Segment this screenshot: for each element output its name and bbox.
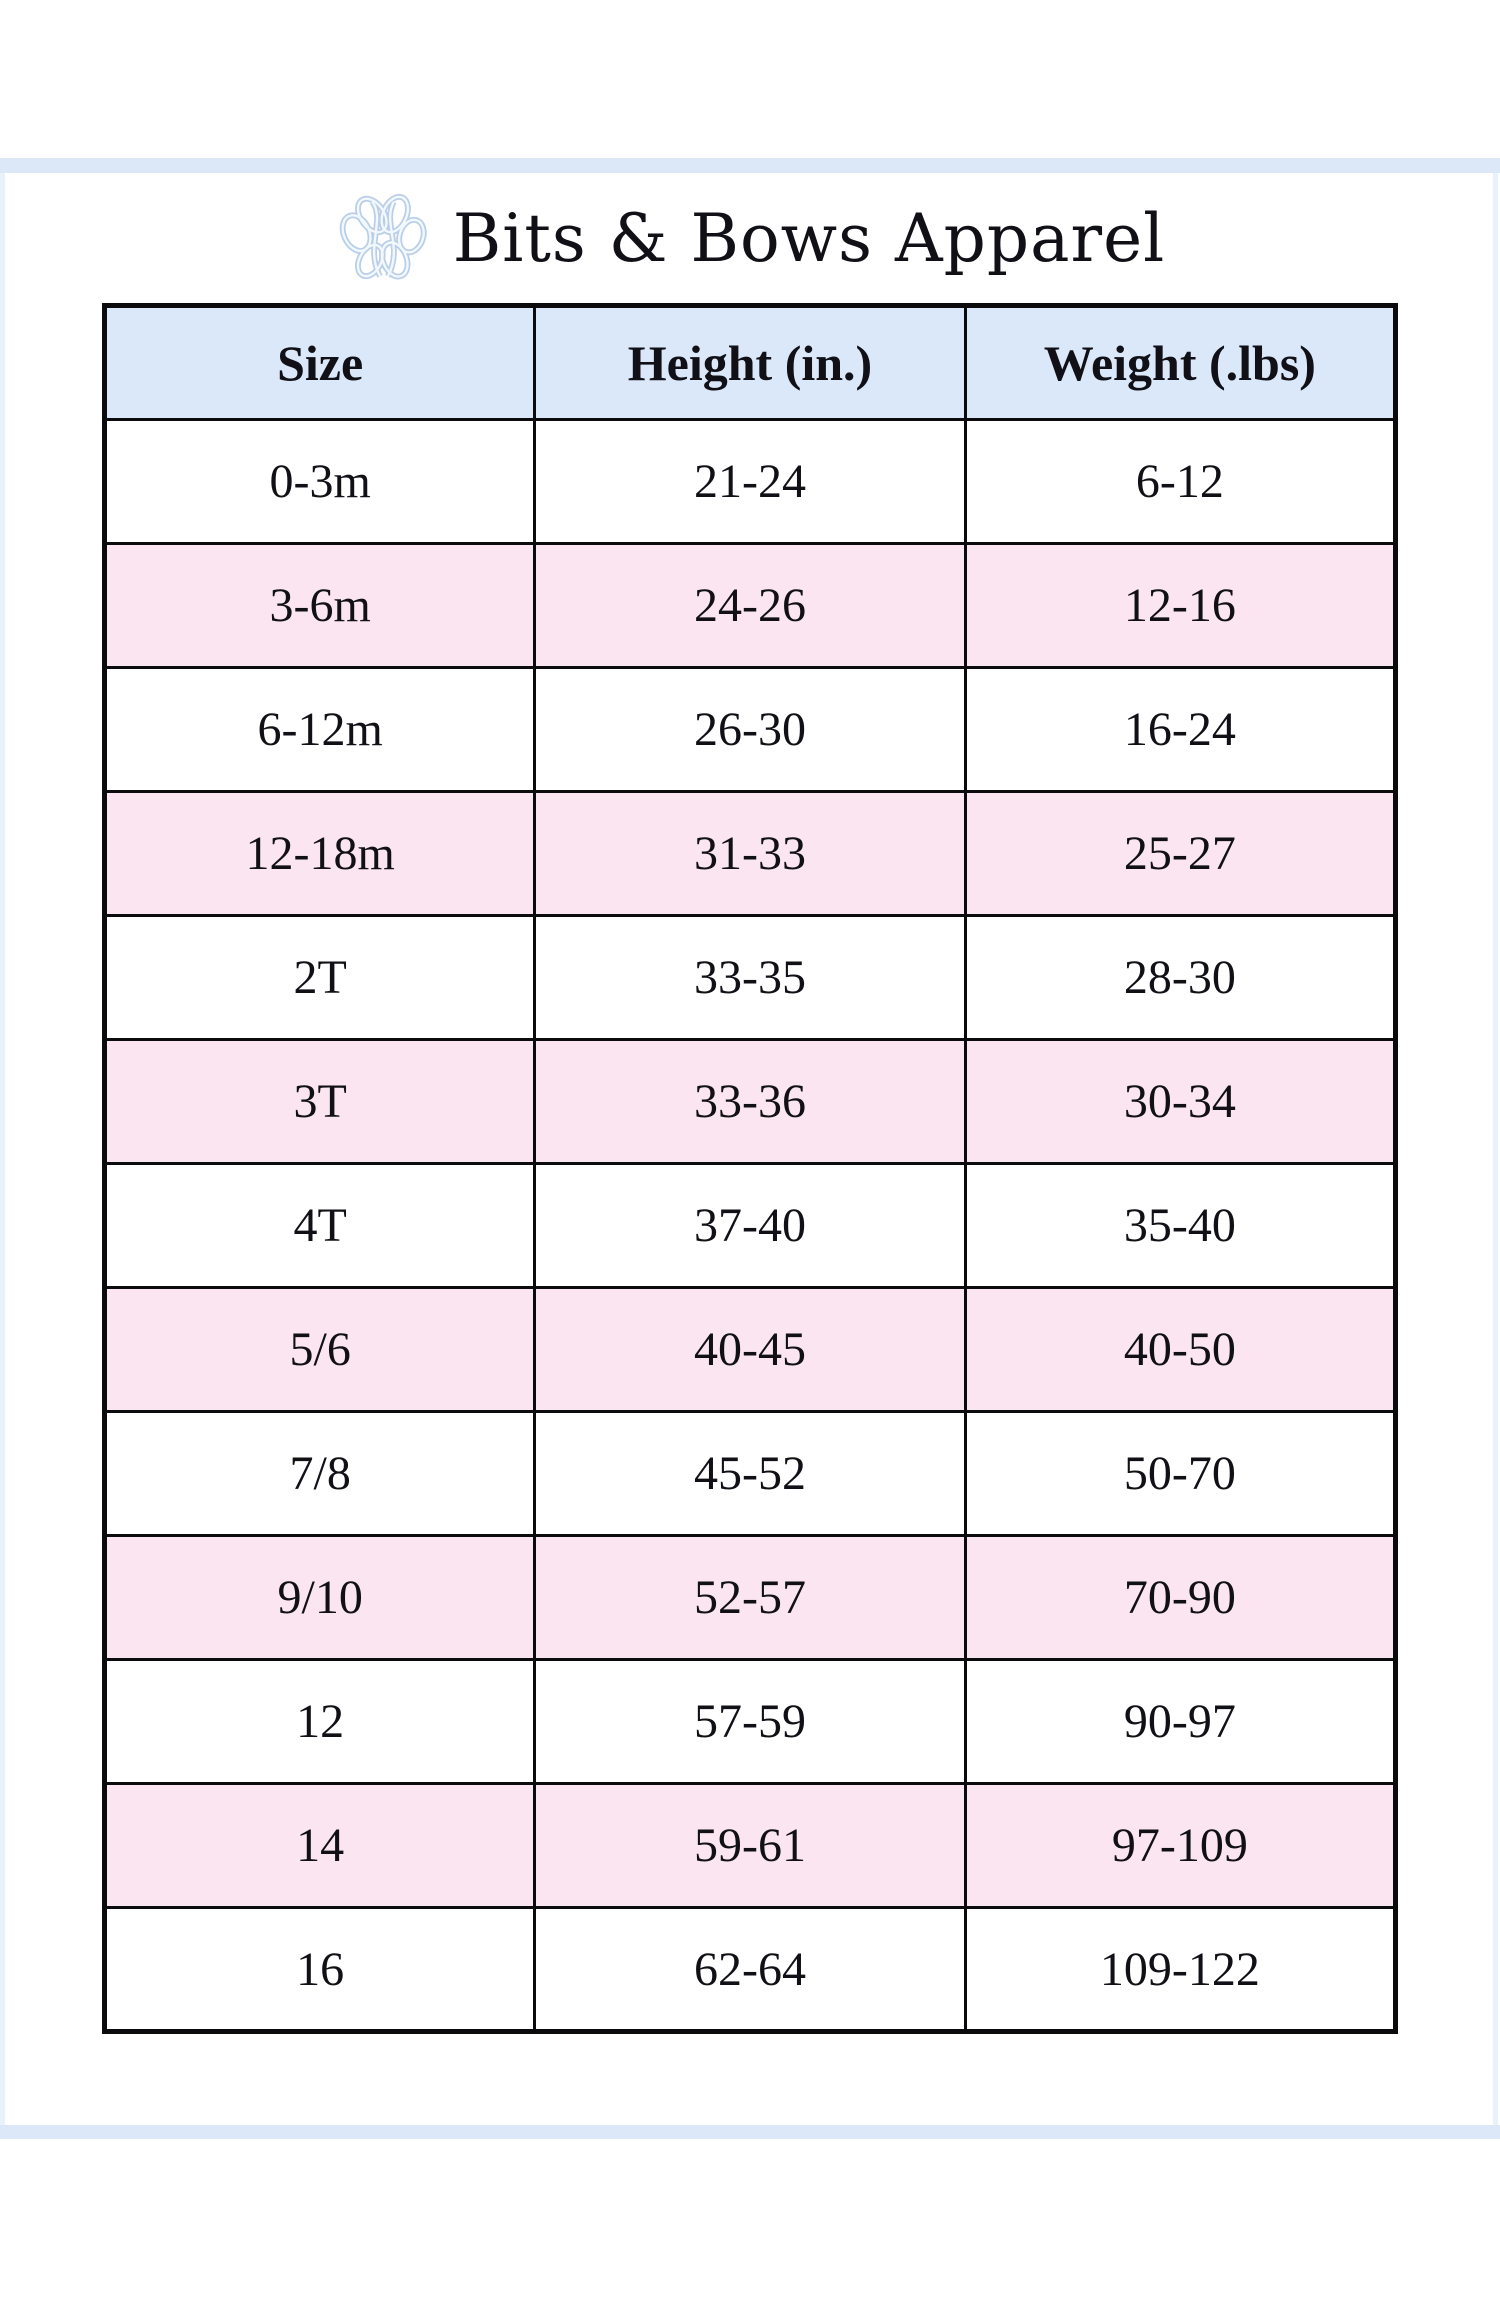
header-row	[105, 306, 1396, 420]
size-cell: 6-12m	[105, 668, 535, 792]
left-accent-strip	[0, 173, 5, 2125]
weight-cell: 6-12	[965, 420, 1395, 544]
height-cell: 33-36	[535, 1040, 965, 1164]
table-row	[105, 1288, 1396, 1412]
height-cell: 31-33	[535, 792, 965, 916]
table-row	[105, 1536, 1396, 1660]
weight-cell: 25-27	[965, 792, 1395, 916]
height-cell: 21-24	[535, 420, 965, 544]
table-row	[105, 420, 1396, 544]
height-cell: 24-26	[535, 544, 965, 668]
weight-cell: 28-30	[965, 916, 1395, 1040]
size-cell: 5/6	[105, 1288, 535, 1412]
weight-cell: 12-16	[965, 544, 1395, 668]
height-cell: 59-61	[535, 1784, 965, 1908]
weight-cell: 97-109	[965, 1784, 1395, 1908]
size-cell: 2T	[105, 916, 535, 1040]
column-header-weight: Weight (.lbs)	[965, 306, 1395, 420]
column-header-size: Size	[105, 306, 535, 420]
table-row	[105, 1412, 1396, 1536]
table-row	[105, 1660, 1396, 1784]
top-accent-band	[0, 158, 1500, 173]
size-cell: 16	[105, 1908, 535, 2032]
height-cell: 40-45	[535, 1288, 965, 1412]
height-cell: 45-52	[535, 1412, 965, 1536]
weight-cell: 16-24	[965, 668, 1395, 792]
size-cell: 7/8	[105, 1412, 535, 1536]
weight-cell: 50-70	[965, 1412, 1395, 1536]
column-header-height: Height (in.)	[535, 306, 965, 420]
size-cell: 3T	[105, 1040, 535, 1164]
table-row	[105, 916, 1396, 1040]
weight-cell: 40-50	[965, 1288, 1395, 1412]
table-row	[105, 1040, 1396, 1164]
weight-cell: 109-122	[965, 1908, 1395, 2032]
size-cell: 12-18m	[105, 792, 535, 916]
size-cell: 3-6m	[105, 544, 535, 668]
size-cell: 14	[105, 1784, 535, 1908]
weight-cell: 90-97	[965, 1660, 1395, 1784]
weight-cell: 30-34	[965, 1040, 1395, 1164]
size-table-body	[105, 420, 1396, 2032]
weight-cell: 35-40	[965, 1164, 1395, 1288]
table-row	[105, 544, 1396, 668]
table-row	[105, 1164, 1396, 1288]
height-cell: 62-64	[535, 1908, 965, 2032]
table-row	[105, 1908, 1396, 2032]
bow-monogram-icon	[335, 187, 433, 291]
table-row	[105, 668, 1396, 792]
height-cell: 52-57	[535, 1536, 965, 1660]
size-cell: 9/10	[105, 1536, 535, 1660]
page-title: Bits & Bows Apparel	[452, 199, 1166, 277]
table-row	[105, 792, 1396, 916]
right-accent-strip	[1493, 173, 1498, 2125]
size-cell: 4T	[105, 1164, 535, 1288]
size-cell: 12	[105, 1660, 535, 1784]
bottom-accent-band	[0, 2125, 1500, 2139]
brand-header	[0, 172, 1500, 304]
weight-cell: 70-90	[965, 1536, 1395, 1660]
table-row	[105, 1784, 1396, 1908]
height-cell: 33-35	[535, 916, 965, 1040]
size-chart-table	[102, 303, 1398, 2034]
height-cell: 37-40	[535, 1164, 965, 1288]
height-cell: 57-59	[535, 1660, 965, 1784]
size-cell: 0-3m	[105, 420, 535, 544]
height-cell: 26-30	[535, 668, 965, 792]
